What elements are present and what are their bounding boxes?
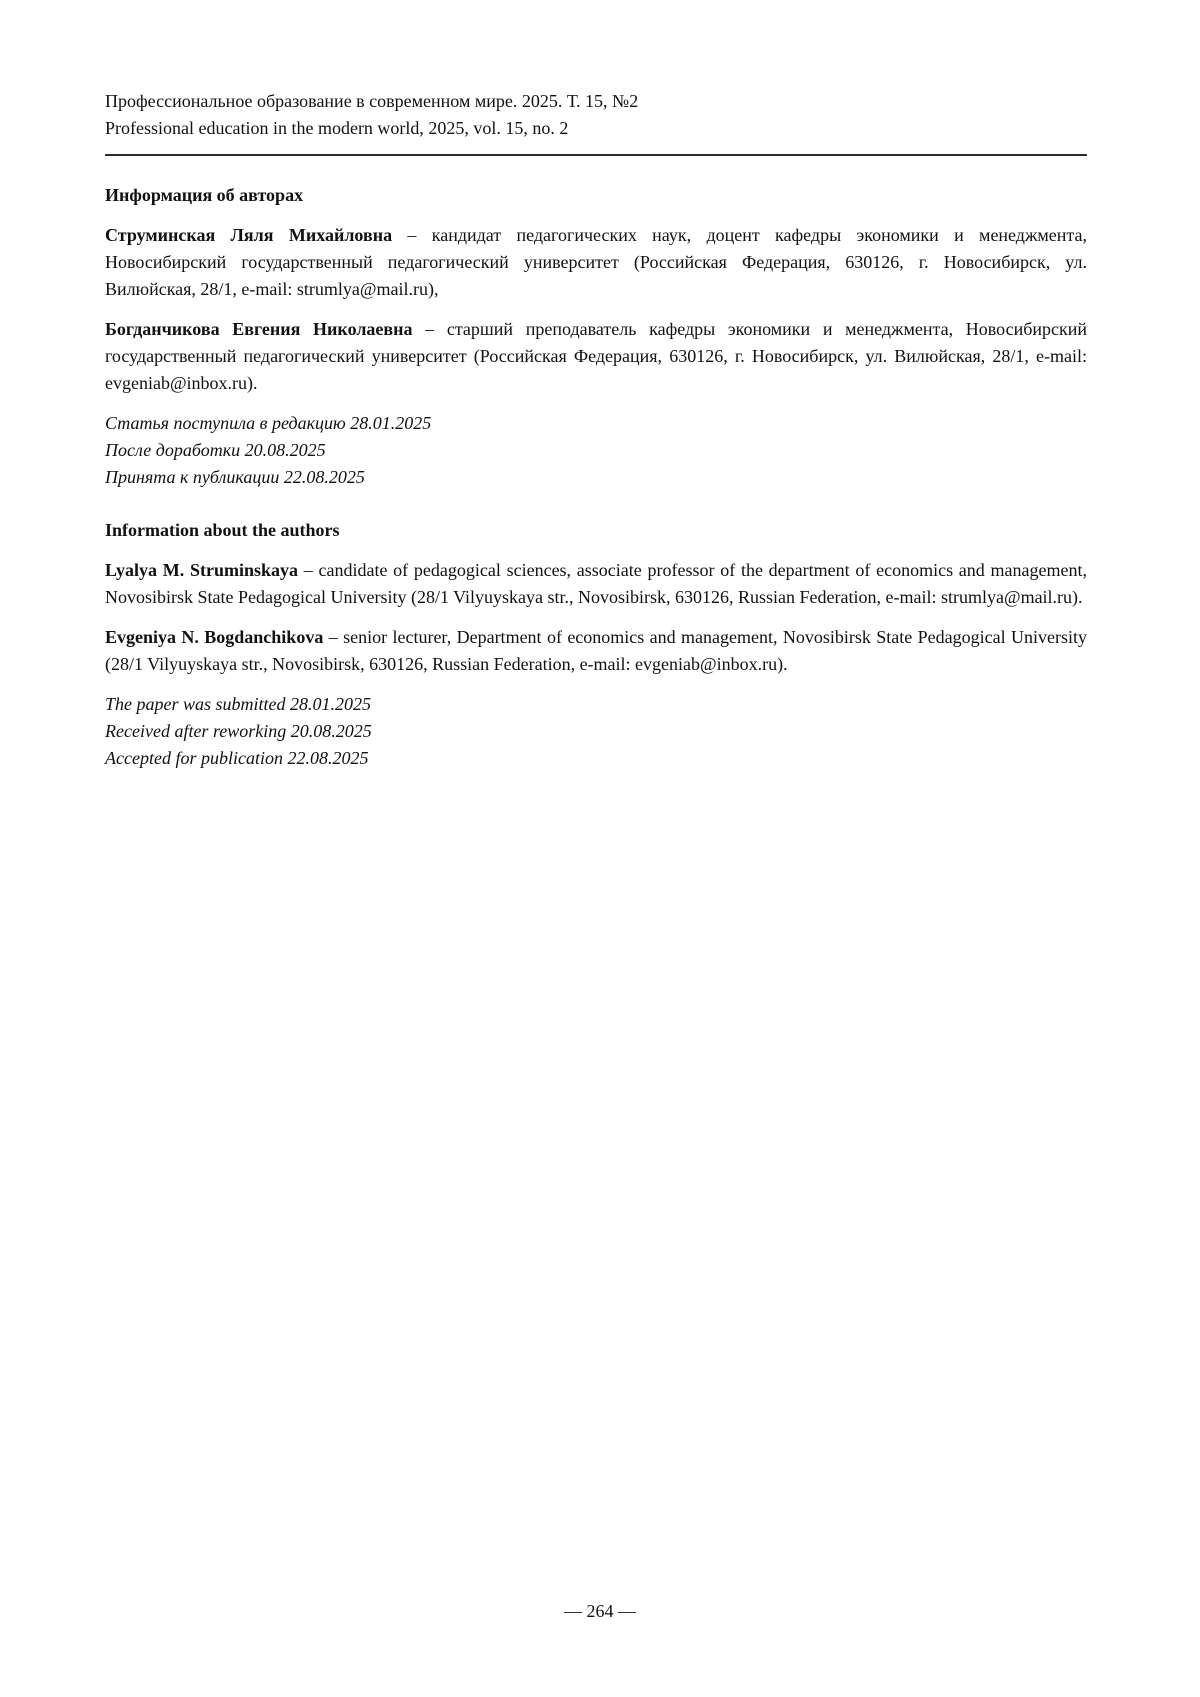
journal-header — [105, 0, 1087, 142]
journal-title-ru: Профессиональное образование в современном мире. 2025. Т. 15, №2 — [105, 91, 639, 111]
date-reworked-en: Received after reworking 20.08.2025 — [105, 721, 372, 741]
authors-section-ru — [105, 182, 1087, 491]
author-name-ru-1: Струминская Ляля Михайловна — [105, 225, 393, 245]
page-content — [105, 0, 1087, 772]
author-info-en-2: – senior lecturer, Department of economics and management, Novosibirsk State Pedagogical University (28/1 Vilyuyskaya str., Novosibirsk, 630126, Russian Federation, e-mail: evgeniab@inbox.ru). — [105, 627, 1087, 674]
author-info-ru-2: – старший преподаватель кафедры экономики и менеджмента, Новосибирский государственный педагогический университет (Российская Федерация, 630126, г. Новосибирск, ул. Вилюйская, 28/1, e-mail: evgeniab@inbox.ru). — [105, 319, 1087, 393]
date-submitted-ru: Статья поступила в редакцию 28.01.2025 — [105, 413, 432, 433]
page-footer — [0, 1598, 1200, 1625]
author-name-en-2: Evgeniya N. Bogdanchikova — [105, 627, 324, 647]
author-name-ru-2: Богданчикова Евгения Николаевна — [105, 319, 413, 339]
author-info-en-1: – candidate of pedagogical sciences, associate professor of the department of economics and management, Novosibirsk State Pedagogical University (28/1 Vilyuyskaya str., Novosibirsk, 630126, Russian Federation, e-mail: strumlya@mail.ru). — [105, 560, 1087, 607]
author-name-en-1: Lyalya M. Struminskaya — [105, 560, 298, 580]
date-reworked-ru: После доработки 20.08.2025 — [105, 440, 326, 460]
date-submitted-en: The paper was submitted 28.01.2025 — [105, 694, 372, 714]
page-number: — 264 — — [564, 1601, 636, 1621]
author-paragraph-en-1 — [105, 557, 1087, 611]
authors-section-en — [105, 517, 1087, 772]
date-accepted-en: Accepted for publication 22.08.2025 — [105, 748, 369, 768]
section-heading-ru: Информация об авторах — [105, 185, 304, 205]
journal-title-en: Professional education in the modern world, 2025, vol. 15, no. 2 — [105, 118, 569, 138]
header-rule — [105, 154, 1087, 156]
author-paragraph-en-2 — [105, 624, 1087, 678]
section-heading-en: Information about the authors — [105, 520, 340, 540]
submission-dates-ru — [105, 410, 1087, 491]
author-paragraph-ru-1 — [105, 222, 1087, 303]
author-info-ru-1: – кандидат педагогических наук, доцент кафедры экономики и менеджмента, Новосибирский государственный педагогический университет (Российская Федерация, 630126, г. Новосибирск, ул. Вилюйская, 28/1, e-mail: strumlya@mail.ru), — [105, 225, 1087, 299]
submission-dates-en — [105, 691, 1087, 772]
author-paragraph-ru-2 — [105, 316, 1087, 397]
date-accepted-ru: Принята к публикации 22.08.2025 — [105, 467, 365, 487]
